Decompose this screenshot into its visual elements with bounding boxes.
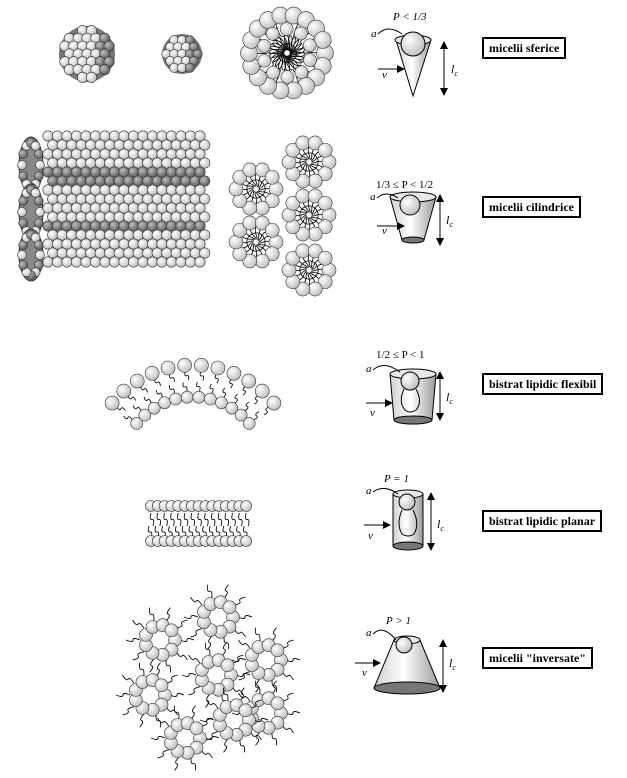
label-flexible-bilayer: bistrat lipidic flexibil [482, 373, 603, 395]
lipid-head [255, 254, 269, 268]
packing-parameter-cylindrical: 1/3 ≤ P < 1/2 [376, 179, 434, 191]
lipid-tail [240, 688, 244, 701]
lipid-tail [198, 513, 202, 526]
lipid-head [36, 161, 45, 170]
volume-symbol-v: v [382, 225, 387, 237]
lipid-head [109, 257, 119, 267]
area-symbol-a: a [370, 191, 376, 203]
lipid-tail [205, 513, 209, 526]
lipid-tail [207, 636, 211, 649]
cylindrical-micelle-bundle [18, 131, 210, 281]
lipid-head [241, 536, 252, 547]
lipid-tail [122, 707, 133, 715]
lipid-head [195, 257, 205, 267]
lipid-tail [176, 652, 187, 660]
lipid-head [43, 257, 53, 267]
lipid-head [170, 393, 182, 405]
lipid-tail [282, 725, 293, 733]
lipid-tail [222, 643, 226, 656]
lipid-head [223, 601, 236, 614]
lipid-head [34, 172, 43, 181]
lipid-tail [156, 663, 160, 676]
lipid-tail [190, 629, 201, 637]
lipid-head [138, 257, 148, 267]
lipid-head [181, 391, 193, 403]
lipid-tail [157, 750, 168, 758]
lipid-tail [184, 616, 198, 619]
lipid-tail [132, 652, 143, 660]
lipid-tail [211, 513, 215, 526]
lipid-head [241, 501, 252, 512]
lipid-head [71, 257, 81, 267]
cylinder-bottom [393, 542, 423, 550]
volume-symbol-v: v [382, 69, 387, 81]
lipid-head [258, 39, 271, 52]
lipid-head [308, 227, 322, 241]
lipid-head [194, 358, 208, 372]
lipid-tail [235, 394, 238, 403]
lipid-tail [191, 706, 195, 719]
lipid-tail [234, 597, 245, 605]
lipid-head [255, 384, 269, 398]
lipid-tail [144, 397, 151, 403]
lipid-head [157, 257, 167, 267]
lipid-tail [166, 608, 170, 621]
lipid-tail [150, 513, 154, 526]
lipid-head [303, 54, 316, 67]
lipid-head [239, 704, 252, 717]
lipid-tail [169, 374, 174, 382]
head-sphere [396, 637, 412, 653]
lipid-tail [255, 679, 259, 692]
lipid-head [166, 257, 176, 267]
lipid-head [19, 150, 28, 159]
lipid-tail [255, 628, 260, 641]
lipid-tail [243, 386, 246, 395]
head-sphere [399, 494, 415, 510]
lipid-head [318, 143, 332, 157]
spherical-micelle-exterior-small [162, 34, 202, 74]
lipid-head [159, 397, 171, 409]
lipid-head [281, 70, 294, 83]
lipid-tail [171, 513, 175, 526]
cylindrical-micelle-cross-sections [229, 136, 336, 296]
lipid-head [265, 170, 279, 184]
lipid-head [18, 208, 27, 217]
lipid-head [100, 257, 110, 267]
lipid-tail [157, 513, 161, 526]
lipid-tail [154, 379, 160, 386]
lipid-tail [245, 402, 249, 410]
lipid-head [161, 361, 175, 375]
lipid-tail [238, 640, 249, 648]
lipid-head [128, 257, 138, 267]
lipid-head [280, 23, 293, 36]
lipid-tail [286, 659, 300, 662]
lipid-tail [149, 608, 154, 621]
lipid-head [119, 257, 129, 267]
lipid-head [303, 39, 316, 52]
packing-parameter-planar: P = 1 [384, 473, 409, 485]
lipid-head [296, 244, 310, 258]
lipid-tail [157, 718, 168, 726]
lipid-tail [170, 694, 184, 697]
lipid-head [178, 358, 192, 372]
lipid-head [306, 212, 312, 218]
lipid-head [36, 251, 45, 260]
lipid-tail [232, 513, 236, 526]
lipid-head [221, 659, 234, 672]
lipid-head [271, 697, 284, 710]
lipid-head [265, 223, 279, 237]
lipid-tail [140, 386, 147, 392]
lipid-head [86, 72, 96, 82]
lipid-tail [282, 693, 293, 701]
lipid-tail [174, 706, 179, 719]
lc-symbol: $l_c$ [451, 62, 458, 78]
lipid-tail [149, 659, 153, 672]
lipid-head [295, 66, 308, 79]
lc-symbol: $l_c$ [446, 390, 453, 406]
lipid-tail [232, 655, 243, 663]
packing-parameter-inverted: P > 1 [386, 615, 411, 627]
lipid-tail [166, 675, 177, 683]
lipid-head [318, 196, 332, 210]
lipid-tail [254, 412, 259, 420]
head-sphere [400, 195, 420, 215]
label-spherical-micelles: micelii sferice [482, 37, 566, 59]
lipid-head [147, 257, 157, 267]
lipid-tail [272, 732, 277, 745]
cylinder-bottom [394, 416, 432, 424]
lipid-tail [239, 513, 243, 526]
lipid-head [243, 216, 257, 230]
lipid-head [52, 257, 62, 267]
lipid-head [165, 624, 178, 637]
lipid-head [19, 197, 28, 206]
lipid-tail [124, 416, 133, 420]
lipid-tail [205, 694, 209, 707]
lipid-tail [164, 513, 168, 526]
lipid-head [253, 239, 259, 245]
spherical-micelle-exterior-large [59, 25, 115, 82]
lipid-tail [197, 382, 201, 391]
lipid-head [117, 384, 131, 398]
lipid-tail [182, 674, 196, 677]
area-symbol-a: a [366, 363, 372, 375]
packing-parameter-flexible: 1/2 ≤ P < 1 [376, 349, 425, 361]
lipid-tail [170, 385, 175, 393]
lipid-tail [232, 659, 246, 662]
lipid-head [193, 391, 205, 403]
lipid-head [99, 64, 109, 74]
lipid-head [155, 679, 168, 692]
lipid-tail [126, 639, 140, 642]
cone-bottom [402, 237, 424, 243]
head-sphere [401, 372, 419, 390]
lipid-tail [272, 681, 276, 694]
lipid-tail [190, 597, 201, 605]
lipid-head [306, 267, 312, 273]
lipid-head [308, 174, 322, 188]
volume-symbol-v: v [370, 407, 375, 419]
lipid-head [271, 644, 284, 657]
lipid-head [18, 251, 27, 260]
lipid-tail [139, 663, 144, 676]
lipid-head [19, 261, 28, 270]
lipid-tail [282, 672, 293, 680]
head-sphere [401, 32, 425, 56]
lipid-tail [200, 719, 214, 722]
flexible-bilayer-drawing [105, 358, 281, 429]
lc-symbol: $l_c$ [446, 213, 453, 229]
planar-bilayer-drawing [146, 501, 252, 547]
lipid-head [185, 63, 194, 72]
lipid-tail [128, 396, 136, 401]
lipid-tail [234, 629, 245, 637]
lipid-head [227, 366, 241, 380]
lipid-head [267, 396, 281, 410]
lipid-head [308, 282, 322, 296]
packing-shape-glyphs [355, 11, 458, 694]
lipid-tail [245, 513, 249, 526]
lipid-head [145, 366, 159, 380]
lipid-head [255, 201, 269, 215]
lipid-tail [166, 659, 171, 672]
lipid-tail [201, 750, 212, 758]
lipid-head [90, 257, 100, 267]
lipid-head [19, 219, 28, 228]
lipid-head [242, 374, 256, 388]
lipid-tail [200, 371, 204, 380]
lipid-head [176, 257, 186, 267]
area-symbol-a: a [366, 627, 372, 639]
lipid-tail [264, 407, 269, 415]
lipid-tail [272, 628, 276, 641]
lipid-head [253, 186, 259, 192]
lipid-tail [240, 739, 245, 752]
lipid-head [296, 136, 310, 150]
lipid-head [62, 257, 72, 267]
lipid-tail [176, 620, 187, 628]
inverted-micelles-drawing [116, 585, 300, 771]
lipid-tail [250, 732, 261, 740]
lipid-head [81, 257, 91, 267]
lipid-head [266, 27, 279, 40]
lipid-tail [223, 739, 227, 752]
lipid-tail [238, 672, 249, 680]
lipid-head [314, 32, 331, 49]
lipid-head [31, 188, 40, 197]
area-symbol-a: a [366, 485, 372, 497]
lipid-tail [286, 712, 300, 715]
lipid-tail [188, 655, 199, 663]
lipid-tail [184, 513, 188, 526]
volume-symbol-v: v [362, 667, 367, 679]
area-symbol-a: a [371, 28, 377, 40]
lc-symbol: $l_c$ [449, 656, 456, 672]
lipid-tail [223, 388, 226, 397]
lipid-tail [225, 513, 229, 526]
lipid-head [19, 172, 28, 181]
lipid-tail [117, 407, 126, 411]
lipid-head [31, 141, 40, 150]
lipid-tail [207, 585, 212, 598]
lipid-tail [236, 674, 250, 677]
lipid-head [243, 417, 255, 429]
lipid-tail [116, 694, 130, 697]
lipid-head [211, 361, 225, 375]
lipid-tail [180, 639, 194, 642]
lipid-tail [122, 675, 133, 683]
lipid-tail [132, 620, 143, 628]
lipid-tail [156, 714, 161, 727]
lipid-tail [282, 640, 293, 648]
cone-bottom [374, 682, 440, 694]
lipid-head [243, 163, 257, 177]
lipid-head [190, 722, 203, 735]
lipid-head [105, 396, 119, 410]
lipid-head [267, 66, 280, 79]
label-planar-bilayer: bistrat lipidic planar [482, 510, 602, 532]
lipid-tail [238, 616, 252, 619]
lipid-tail [177, 513, 181, 526]
lipid-tail [139, 714, 143, 727]
lipid-tail [205, 643, 210, 656]
lipid-tail [255, 732, 259, 745]
lipid-head [294, 27, 307, 40]
lipid-head [204, 393, 216, 405]
volume-symbol-v: v [368, 530, 373, 542]
lipid-tail [191, 513, 195, 526]
lipid-head [34, 219, 43, 228]
spherical-micelle-cross-section [241, 7, 334, 99]
lipid-tail [254, 396, 258, 405]
lipid-head [306, 159, 312, 165]
lipid-tail [183, 383, 187, 392]
label-inverted-micelles: micelii "inversate" [482, 647, 593, 669]
lipid-tail [218, 513, 222, 526]
lipid-head [130, 374, 144, 388]
lipid-tail [156, 390, 162, 397]
area-pointer [378, 29, 402, 34]
lipid-head [34, 197, 43, 206]
label-cylindrical-micelles: micelii cilindrice [482, 196, 581, 218]
lipid-tail [151, 737, 165, 740]
lipid-tail [210, 384, 213, 393]
lipid-tail [191, 757, 196, 770]
lipid-tail [133, 406, 141, 411]
lipid-tail [166, 707, 177, 715]
lipid-head [185, 257, 195, 267]
lipid-head [318, 251, 332, 265]
lipid-tail [174, 757, 178, 770]
lipid-head [18, 161, 27, 170]
lipid-head [258, 54, 271, 67]
lc-symbol: $l_c$ [437, 517, 444, 533]
packing-parameter-spherical: P < 1/3 [393, 11, 427, 23]
lipid-tail [224, 585, 228, 598]
lipid-head [296, 189, 310, 203]
lipid-tail [188, 687, 199, 695]
lipid-head [34, 150, 43, 159]
lipid-tail [185, 371, 189, 380]
area-pointer [373, 630, 396, 640]
lipid-head [34, 241, 43, 250]
